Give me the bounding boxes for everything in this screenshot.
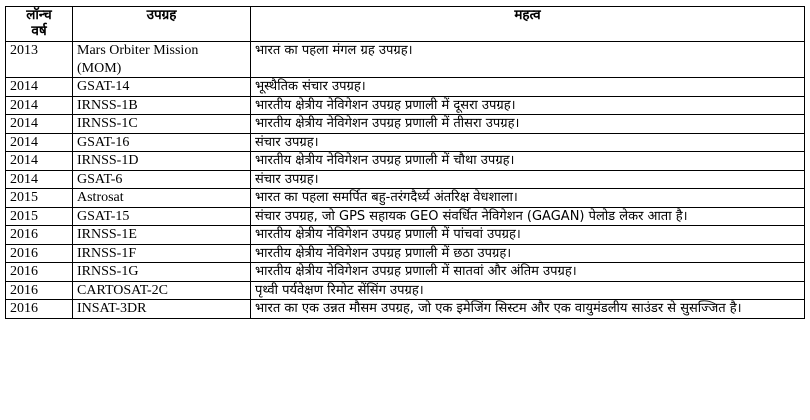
table-row: [6, 263, 805, 282]
table-row: [6, 281, 805, 300]
header-launch-year-line1: लॉन्च: [26, 7, 52, 23]
table-row: [6, 170, 805, 189]
header-significance: महत्व: [251, 7, 805, 42]
cell-year: 2015: [6, 189, 73, 208]
cell-significance: भारतीय क्षेत्रीय नेविगेशन उपग्रह प्रणाली में चौथा उपग्रह।: [251, 152, 805, 171]
cell-significance: भारतीय क्षेत्रीय नेविगेशन उपग्रह प्रणाली में तीसरा उपग्रह।: [251, 115, 805, 134]
cell-significance: संचार उपग्रह, जो GPS सहायक GEO संवर्धित नेविगेशन (GAGAN) पेलोड लेकर आता है।: [251, 207, 805, 226]
cell-satellite: IRNSS-1C: [73, 115, 251, 134]
cell-significance: भारत का पहला मंगल ग्रह उपग्रह।: [251, 42, 805, 78]
cell-significance: भारत का एक उन्नत मौसम उपग्रह, जो एक इमेजिंग सिस्टम और एक वायुमंडलीय साउंडर से सुसज्जित है।: [251, 300, 805, 319]
cell-year: 2014: [6, 170, 73, 189]
header-launch-year-line2: वर्ष: [31, 23, 47, 39]
cell-satellite: IRNSS-1D: [73, 152, 251, 171]
table-row: [6, 115, 805, 134]
header-launch-year: [6, 7, 73, 42]
table-row: [6, 189, 805, 208]
cell-year: 2015: [6, 207, 73, 226]
cell-year: 2014: [6, 78, 73, 97]
cell-satellite: IRNSS-1G: [73, 263, 251, 282]
cell-year: 2014: [6, 133, 73, 152]
cell-satellite: IRNSS-1B: [73, 96, 251, 115]
cell-satellite: GSAT-15: [73, 207, 251, 226]
cell-satellite: Astrosat: [73, 189, 251, 208]
cell-year: 2013: [6, 42, 73, 78]
cell-satellite: IRNSS-1E: [73, 226, 251, 245]
table-row: [6, 96, 805, 115]
table-body: [6, 42, 805, 319]
cell-year: 2016: [6, 226, 73, 245]
cell-year: 2016: [6, 244, 73, 263]
cell-significance: पृथ्वी पर्यवेक्षण रिमोट सेंसिंग उपग्रह।: [251, 281, 805, 300]
table-row: [6, 244, 805, 263]
cell-year: 2014: [6, 96, 73, 115]
cell-satellite: Mars Orbiter Mission (MOM): [73, 42, 251, 78]
cell-year: 2016: [6, 263, 73, 282]
table-row: [6, 152, 805, 171]
cell-significance: भारतीय क्षेत्रीय नेविगेशन उपग्रह प्रणाली में छठा उपग्रह।: [251, 244, 805, 263]
cell-significance: भारतीय क्षेत्रीय नेविगेशन उपग्रह प्रणाली में दूसरा उपग्रह।: [251, 96, 805, 115]
table-row: [6, 207, 805, 226]
cell-significance: भूस्थैतिक संचार उपग्रह।: [251, 78, 805, 97]
table-row: [6, 226, 805, 245]
cell-satellite: CARTOSAT-2C: [73, 281, 251, 300]
cell-significance: संचार उपग्रह।: [251, 133, 805, 152]
cell-satellite: GSAT-14: [73, 78, 251, 97]
cell-year: 2014: [6, 115, 73, 134]
header-satellite: उपग्रह: [73, 7, 251, 42]
table-row: [6, 300, 805, 319]
cell-satellite: INSAT-3DR: [73, 300, 251, 319]
cell-year: 2016: [6, 281, 73, 300]
cell-significance: भारतीय क्षेत्रीय नेविगेशन उपग्रह प्रणाली में पांचवां उपग्रह।: [251, 226, 805, 245]
cell-satellite: GSAT-16: [73, 133, 251, 152]
satellite-launch-table: [5, 6, 805, 319]
cell-year: 2016: [6, 300, 73, 319]
table-row: [6, 78, 805, 97]
table-row: [6, 42, 805, 78]
cell-satellite: GSAT-6: [73, 170, 251, 189]
cell-year: 2014: [6, 152, 73, 171]
table-row: [6, 133, 805, 152]
table-header-row: [6, 7, 805, 42]
cell-significance: भारत का पहला समर्पित बहु-तरंगदैर्ध्य अंतरिक्ष वेधशाला।: [251, 189, 805, 208]
cell-significance: संचार उपग्रह।: [251, 170, 805, 189]
cell-satellite: IRNSS-1F: [73, 244, 251, 263]
cell-significance: भारतीय क्षेत्रीय नेविगेशन उपग्रह प्रणाली में सातवां और अंतिम उपग्रह।: [251, 263, 805, 282]
